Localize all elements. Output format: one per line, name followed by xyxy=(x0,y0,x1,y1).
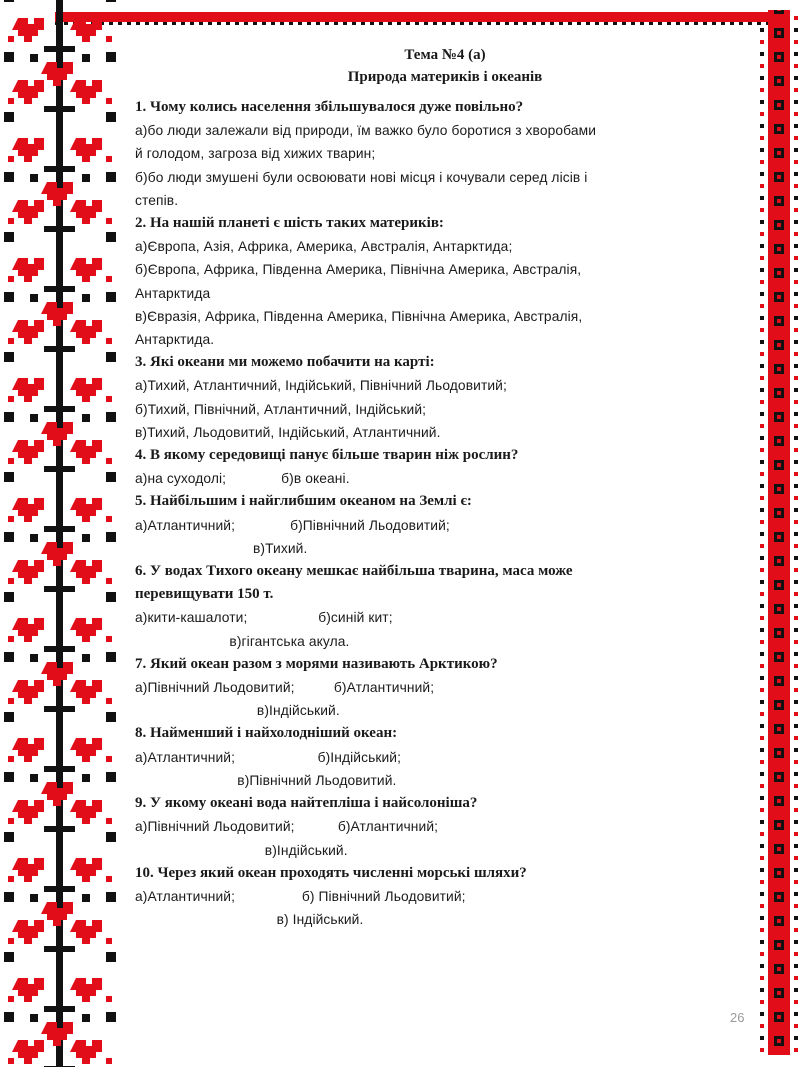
top-ornament-band xyxy=(55,12,775,22)
answer-line: б)Європа, Африка, Південна Америка, Північна Америка, Австралія, xyxy=(135,262,582,278)
answer-line: а)на суходолі; б)в океані. xyxy=(135,471,350,487)
answer-line: в)Північний Льодовитий. xyxy=(135,772,397,788)
question-line: 8. Найменший і найхолодніший океан: xyxy=(135,725,398,742)
left-embroidery-ornament xyxy=(0,0,120,1067)
answer-line: а)Атлантичний; б)Індійський; xyxy=(135,749,402,765)
answer-line: в)Індійський. xyxy=(135,703,340,719)
answer-line: а)Атлантичний; б) Північний Льодовитий; xyxy=(135,888,466,904)
answer-line: а)Північний Льодовитий; б)Атлантичний; xyxy=(135,680,435,696)
question-line: 2. На нашій планеті є шість таких материків: xyxy=(135,215,444,232)
quiz-content xyxy=(135,44,755,931)
answer-line: а)Атлантичний; б)Північний Льодовитий; xyxy=(135,517,450,533)
answer-line: а)кити-кашалоти; б)синій кит; xyxy=(135,610,393,626)
question-line: 9. У якому океані вода найтепліша і найсолоніша? xyxy=(135,795,478,812)
question-line: 7. Який океан разом з морями називають Арктикою? xyxy=(135,655,498,672)
answer-line: а)Європа, Азія, Африка, Америка, Австралія, Антарктида; xyxy=(135,239,513,255)
question-line: 1. Чому колись населення збільшувалося дуже повільно? xyxy=(135,99,524,115)
answer-line: в) Індійський. xyxy=(135,912,364,928)
question-line: 4. В якому середовищі панує більше тварин ніж рослин? xyxy=(135,447,519,464)
right-embroidery-band xyxy=(758,0,800,1067)
question-line: 3. Які океани ми можемо побачити на карті: xyxy=(135,354,435,371)
answer-line: а)Тихий, Атлантичний, Індійський, Північний Льодовитий; xyxy=(135,378,507,394)
question-list xyxy=(135,96,755,931)
answer-line: б)Тихий, Північний, Атлантичний, Індійський; xyxy=(135,401,427,417)
question-line: 6. У водах Тихого океану мешкає найбільша тварина, маса може xyxy=(135,563,573,580)
topic-number: Тема №4 (а) xyxy=(404,47,486,63)
answer-line: а)бо люди залежали від природи, їм важко було боротися з хворобами xyxy=(135,123,597,139)
title-block xyxy=(135,44,755,88)
answer-line: в)Тихий, Льодовитий, Індійський, Атлантичний. xyxy=(135,424,441,440)
answer-line: й голодом, загроза від хижих тварин; xyxy=(135,146,376,162)
answer-line: б)бо люди змушені були освоювати нові місця і кочували серед лісів і xyxy=(135,169,588,185)
answer-line: в)Індійський. xyxy=(135,842,348,858)
question-line: 5. Найбільшим і найглибшим океаном на Землі є: xyxy=(135,493,472,510)
answer-line: в)Тихий. xyxy=(135,540,308,556)
question-line: 10. Через який океан проходять численні морські шляхи? xyxy=(135,864,527,881)
page-number: 26 xyxy=(730,1010,745,1025)
question-line: перевищувати 150 т. xyxy=(135,586,274,603)
answer-line: а)Північний Льодовитий; б)Атлантичний; xyxy=(135,819,439,835)
topic-title: Природа материків і океанів xyxy=(347,69,543,85)
answer-line: Антарктида. xyxy=(135,332,215,348)
answer-line: в)гігантська акула. xyxy=(135,633,350,649)
answer-line: Антарктида xyxy=(135,285,211,301)
answer-line: степів. xyxy=(135,192,179,208)
top-ornament-dots xyxy=(55,22,775,25)
answer-line: в)Євразія, Африка, Південна Америка, Північна Америка, Австралія, xyxy=(135,308,583,324)
